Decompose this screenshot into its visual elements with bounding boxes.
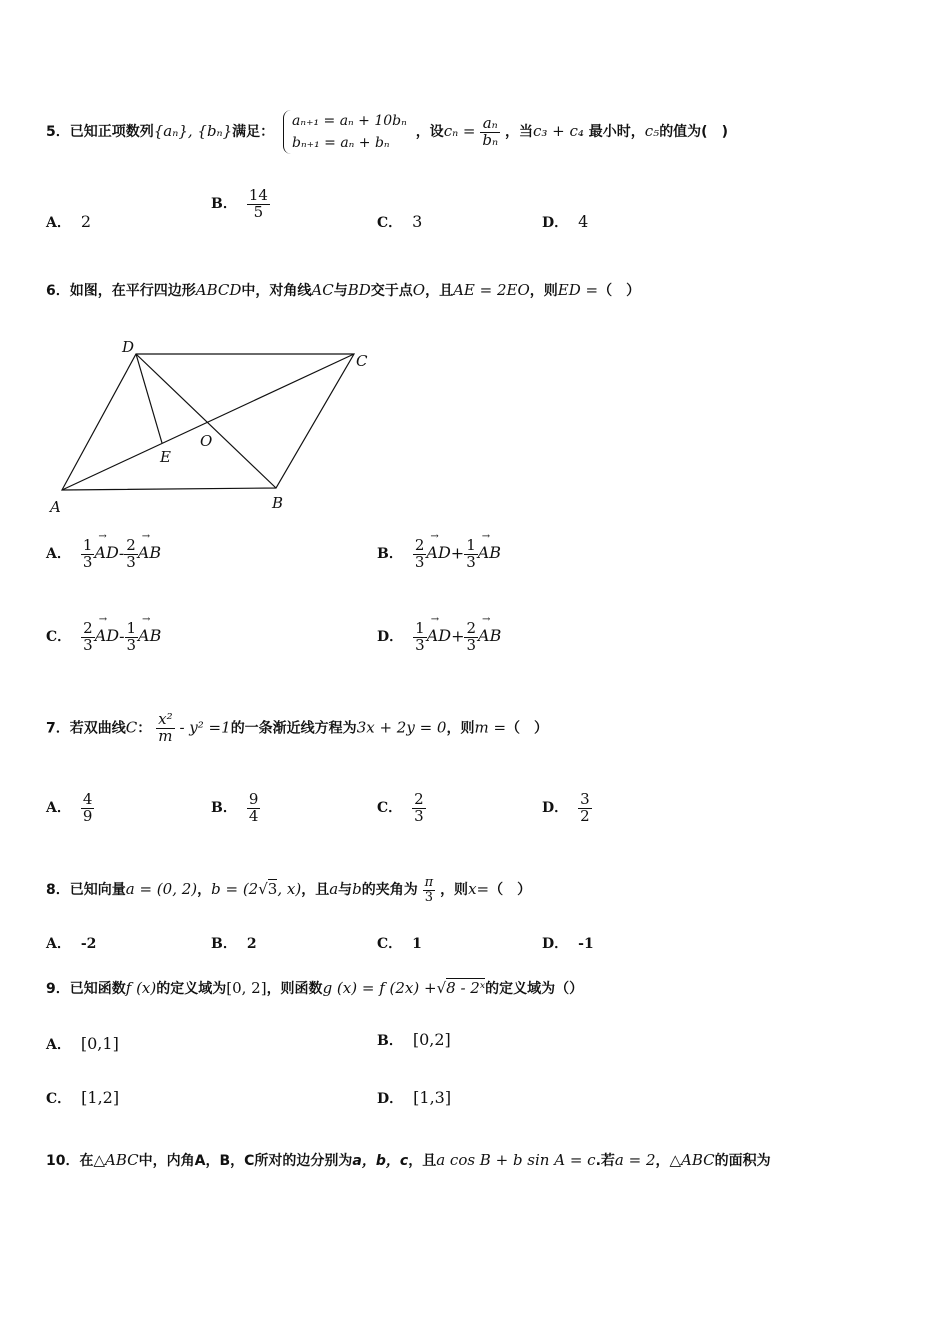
question-6: 6．如图，在平行四边形ABCD中，对角线AC与BD交于点O，且AE = 2EO，则ED =（ ） xyxy=(46,281,641,299)
question-number: 10． xyxy=(46,1153,80,1169)
q7-option-b[interactable]: B． $\frac{9}{4}$ xyxy=(211,790,259,825)
q5-option-a[interactable]: A． 2 xyxy=(46,212,92,231)
q6-option-a[interactable]: A． $\frac{1}{3}$ → AD- $\frac{2}{3}$ → AB xyxy=(46,538,161,571)
fraction: $\frac{\text{x²}}{m}$ xyxy=(158,710,173,745)
fraction: $\frac{\pi}{3}$ xyxy=(424,875,434,905)
q6-option-d[interactable]: D． $\frac{1}{3}$ → AD+ $\frac{2}{3}$ → AB xyxy=(377,621,501,654)
q9-option-a[interactable]: A． [0,1] xyxy=(46,1034,119,1053)
fraction: $\frac{\text{aₙ}}{\text{bₙ}}$ xyxy=(482,113,499,149)
question-5: 5．已知正项数列{aₙ}, {bₙ}满足： aₙ₊₁ = aₙ + 10bₙ bₙ₊₁ = aₙ + bₙ ，设cₙ = $\frac{\text{aₙ}}{\text{bₙ}}$ ，当c₃ + c₄ 最小时，c₅的值为( ) xyxy=(46,110,728,154)
label-a: A xyxy=(50,498,61,516)
q7-option-d[interactable]: D． $\frac{3}{2}$ xyxy=(542,790,590,825)
q5-option-c[interactable]: C． 3 xyxy=(377,212,423,231)
diagonal-ac xyxy=(62,354,354,490)
diagonal-bd xyxy=(136,354,276,488)
q7-option-c[interactable]: C． $\frac{2}{3}$ xyxy=(377,790,424,825)
q8-option-c[interactable]: C． 1 xyxy=(377,936,422,952)
q9-option-b[interactable]: B． [0,2] xyxy=(377,1030,451,1049)
question-number: 6． xyxy=(46,283,70,299)
question-7: 7．若双曲线C： $\frac{\text{x²}}{m}$ - y² =1的一条渐近线方程为3x + 2y = 0，则m =（ ） xyxy=(46,710,549,745)
question-8: 8．已知向量a = (0, 2)，b = (2√3, x)，且a与b的夹角为 $\frac{\pi}{3}$ ，则x=（ ） xyxy=(46,875,532,905)
question-number: 7． xyxy=(46,720,70,737)
q7-option-a[interactable]: A． $\frac{4}{9}$ xyxy=(46,790,93,825)
label-b: B xyxy=(272,494,284,512)
label-e: E xyxy=(160,448,171,466)
question-number: 9． xyxy=(46,981,70,997)
q5-option-b[interactable]: B． $\frac{14}{5}$ xyxy=(211,186,268,221)
q9-option-c[interactable]: C． [1,2] xyxy=(46,1088,120,1107)
q8-option-d[interactable]: D． -1 xyxy=(542,936,594,952)
equation-system: aₙ₊₁ = aₙ + 10bₙ bₙ₊₁ = aₙ + bₙ xyxy=(283,110,407,154)
parallelogram-figure xyxy=(40,330,380,520)
q9-option-d[interactable]: D． [1,3] xyxy=(377,1088,452,1107)
question-number: 5． xyxy=(46,124,70,140)
question-number: 8． xyxy=(46,882,70,899)
q5-option-d[interactable]: D． 4 xyxy=(542,212,589,231)
q8-option-a[interactable]: A． -2 xyxy=(46,936,97,952)
fraction: $\frac{14}{5}$ xyxy=(248,186,268,221)
q6-option-b[interactable]: B． $\frac{2}{3}$ → AD+ $\frac{1}{3}$ → AB xyxy=(377,538,501,571)
segment-de xyxy=(136,354,162,443)
label-d: D xyxy=(122,338,135,356)
question-9: 9．已知函数f (x)的定义域为[0, 2]，则函数g (x) = f (2x) +√8 - 2ˣ的定义域为（） xyxy=(46,979,584,997)
label-c: C xyxy=(356,352,368,370)
label-o: O xyxy=(200,432,213,450)
q8-option-b[interactable]: B． 2 xyxy=(211,936,257,952)
q6-option-c[interactable]: C． $\frac{2}{3}$ → AD- $\frac{1}{3}$ → AB xyxy=(46,621,161,654)
question-10: 10．在△ABC中，内角A，B，C所对的边分别为a，b，c，且a cos B + b sin A = c.若a = 2，△ABC的面积为 xyxy=(46,1151,771,1169)
